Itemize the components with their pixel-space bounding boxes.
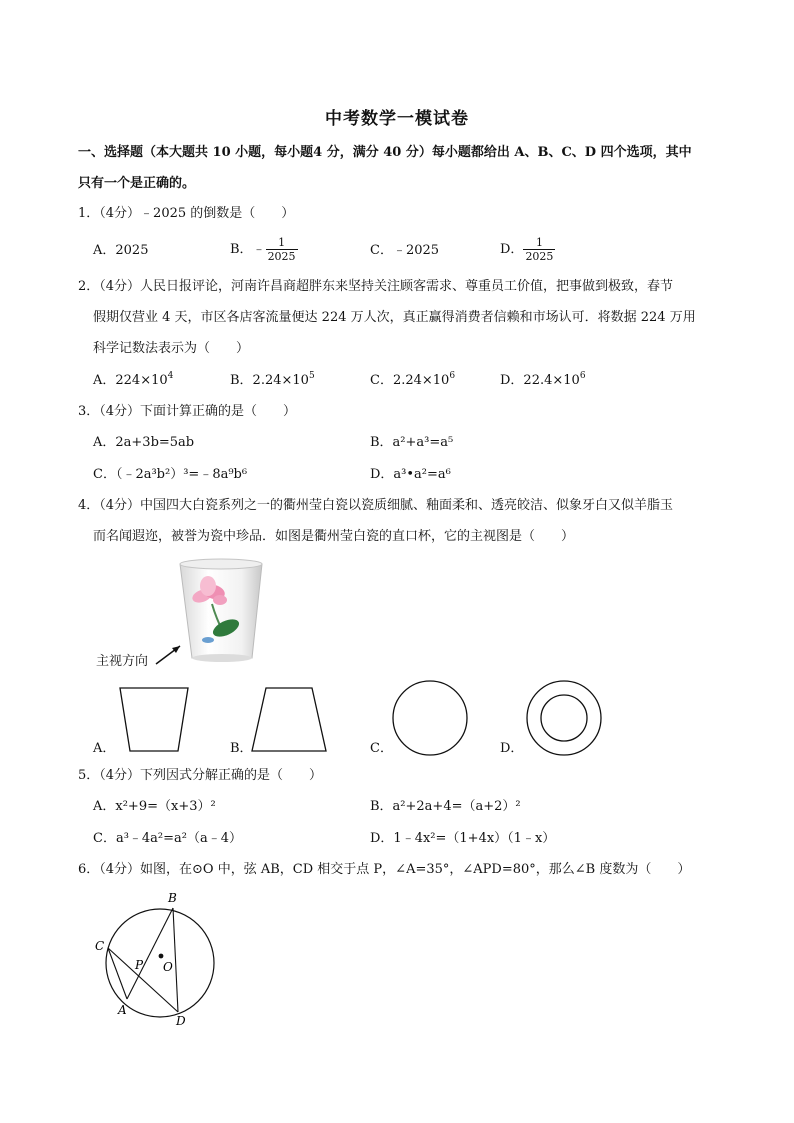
label-d: D — [176, 1014, 186, 1028]
q2-option-a — [93, 372, 173, 390]
q3-option-c: C．（﹣2a³b²）³=﹣8a⁹b⁶ — [93, 467, 248, 482]
label-o: O — [163, 960, 173, 974]
chord-ab — [127, 908, 173, 999]
question-1-stem: 1．（4分）﹣2025 的倒数是（ ） — [78, 206, 295, 221]
section-heading-line2: 只有一个是正确的。 — [78, 176, 196, 191]
q3-option-a: A．2a+3b=5ab — [93, 435, 195, 450]
q2-option-b — [230, 372, 315, 390]
q4-option-a-label: A． — [93, 741, 116, 756]
q2-a-exponent: 4 — [167, 371, 174, 381]
q4-option-d-figure — [524, 678, 604, 758]
q5-option-b: B．a²+2a+4=（a+2）² — [370, 799, 521, 814]
q4-option-b-figure — [250, 686, 330, 754]
water-ripple — [202, 637, 214, 643]
q1-option-b — [230, 232, 298, 268]
q3-option-d: D．a³•a²=a⁶ — [370, 467, 451, 482]
cup-illustration — [96, 556, 266, 668]
question-4-line1: 4．（4分）中国四大白瓷系列之一的衢州莹白瓷以瓷质细腻、釉面柔和、透亮皎洁、似象牙白又似羊脂玉 — [78, 498, 674, 513]
q2-b-exponent: 5 — [308, 371, 315, 381]
question-2-line2: 假期仅营业 4 天，市区各店客流量便达 224 万人次，真正赢得消费者信赖和市场认可．将数据 224 万用 — [93, 310, 696, 325]
label-a: A — [118, 1003, 127, 1017]
q2-option-d — [500, 372, 586, 390]
cup-body — [180, 564, 262, 658]
q2-b-base: B．2.24×10 — [230, 373, 309, 388]
q1-option-d-fraction — [523, 236, 555, 263]
outer-circle-shape — [527, 681, 601, 755]
upright-trapezoid-shape — [252, 688, 326, 751]
q4-option-b-label: B． — [230, 741, 253, 756]
segment-ca — [108, 948, 127, 999]
label-c: C — [95, 939, 105, 953]
q2-option-c — [370, 372, 455, 390]
q2-d-base: D．22.4×10 — [500, 373, 580, 388]
single-circle-shape — [393, 681, 467, 755]
q2-c-base: C．2.24×10 — [370, 373, 450, 388]
question-2-line3: 科学记数法表示为（ ） — [93, 341, 250, 356]
page-title: 中考数学一模试卷 — [325, 109, 469, 129]
view-direction-label: 主视方向 — [96, 654, 149, 669]
q1-option-b-fraction — [266, 236, 298, 263]
q1-option-d-prefix: D． — [500, 242, 524, 257]
question-2-line1: 2．（4分）人民日报评论，河南许昌商超胖东来坚持关注顾客需求、尊重员工价值，把事做到极致，春节 — [78, 279, 674, 294]
q5-option-c: C．a³﹣4a²=a²（a﹣4） — [93, 831, 243, 846]
q1-option-a: A．2025 — [93, 243, 149, 258]
q2-d-exponent: 6 — [579, 371, 586, 381]
q1-d-denominator: 2025 — [525, 250, 554, 263]
section-heading-line1: 一、选择题（本大题共 10 小题，每小题4 分，满分 40 分）每小题都给出 A、B、C、D 四个选项，其中 — [78, 145, 692, 160]
q2-c-exponent: 6 — [449, 371, 456, 381]
q1-b-denominator: 2025 — [267, 250, 296, 263]
q4-option-d-label: D． — [500, 741, 524, 756]
q1-option-d — [500, 232, 555, 268]
q5-option-d: D．1﹣4x²=（1+4x）（1﹣x） — [370, 831, 556, 846]
inverted-trapezoid-shape — [120, 688, 188, 751]
question-3-stem: 3．（4分）下面计算正确的是（ ） — [78, 404, 297, 419]
cup-rim — [180, 559, 262, 569]
q2-a-base: A．224×10 — [93, 373, 168, 388]
question-6-stem: 6．（4分）如图，在⊙O 中，弦 AB，CD 相交于点 P，∠A=35°，∠APD=80°，那么∠B 度数为（ ） — [78, 862, 691, 877]
question-4-line2: 而名闻遐迩，被誉为瓷中珍品．如图是衢州莹白瓷的直口杯，它的主视图是（ ） — [93, 529, 575, 544]
cup-base — [192, 654, 252, 662]
q5-option-a: A．x²+9=（x+3）² — [93, 799, 216, 814]
q4-option-c-figure — [390, 678, 470, 758]
circle-chord-diagram — [90, 888, 225, 1028]
q1-b-numerator: 1 — [278, 236, 286, 249]
q1-option-c: C．﹣2025 — [370, 243, 440, 258]
segment-bd — [173, 908, 178, 1012]
q3-option-b: B．a²+a³=a⁵ — [370, 435, 454, 450]
q4-option-c-label: C． — [370, 741, 393, 756]
inner-circle-shape — [541, 695, 587, 741]
circle-o — [106, 909, 214, 1017]
label-b: B — [168, 891, 177, 905]
question-5-stem: 5．（4分）下列因式分解正确的是（ ） — [78, 768, 323, 783]
q1-option-b-prefix: B．﹣ — [230, 242, 266, 257]
label-p: P — [135, 958, 144, 972]
center-point-o — [159, 954, 164, 959]
q4-option-a-figure — [118, 686, 192, 754]
q1-d-numerator: 1 — [535, 236, 543, 249]
